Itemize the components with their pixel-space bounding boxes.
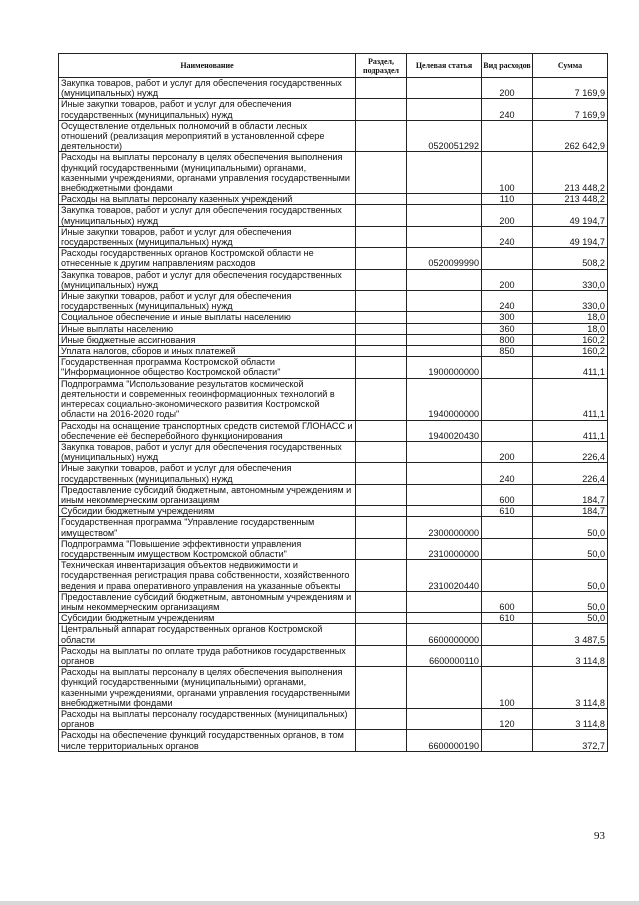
cell-expense-type: 200 bbox=[482, 441, 533, 462]
table-row bbox=[59, 205, 608, 226]
cell-name: Расходы на выплаты по оплате труда работников государственных органов bbox=[59, 645, 356, 666]
table-row bbox=[59, 624, 608, 645]
cell-sum: 213 448,2 bbox=[533, 152, 608, 194]
cell-article: 2310000000 bbox=[407, 538, 482, 559]
cell-name: Подпрограмма "Использование результатов космической деятельности и современных геоинформационных технологий в интересах социально-экономического развития Костромской области на 2016-2020 годы" bbox=[59, 378, 356, 420]
cell-section bbox=[356, 506, 407, 517]
cell-section bbox=[356, 312, 407, 323]
cell-sum: 3 114,8 bbox=[533, 645, 608, 666]
cell-sum: 508,2 bbox=[533, 248, 608, 269]
cell-expense-type: 800 bbox=[482, 334, 533, 345]
cell-article bbox=[407, 312, 482, 323]
cell-name: Расходы на обеспечение функций государственных органов, в том числе территориальных органов bbox=[59, 730, 356, 751]
cell-article bbox=[407, 334, 482, 345]
cell-article bbox=[407, 78, 482, 99]
cell-article bbox=[407, 441, 482, 462]
cell-name: Закупка товаров, работ и услуг для обеспечения государственных (муниципальных) нужд bbox=[59, 269, 356, 290]
cell-name: Социальное обеспечение и иные выплаты населению bbox=[59, 312, 356, 323]
cell-article bbox=[407, 463, 482, 484]
table-row bbox=[59, 120, 608, 152]
cell-expense-type: 610 bbox=[482, 613, 533, 624]
cell-section bbox=[356, 194, 407, 205]
cell-name: Расходы на выплаты персоналу в целях обеспечения выполнения функций государственными (муниципальными) органами, казенными учреждениями, органами управления государственными внебюджетными фондами bbox=[59, 667, 356, 709]
cell-sum: 160,2 bbox=[533, 346, 608, 357]
table-row bbox=[59, 538, 608, 559]
cell-expense-type bbox=[482, 560, 533, 592]
table-row bbox=[59, 194, 608, 205]
cell-section bbox=[356, 517, 407, 538]
cell-expense-type bbox=[482, 730, 533, 751]
cell-expense-type: 200 bbox=[482, 78, 533, 99]
cell-article bbox=[407, 506, 482, 517]
cell-name: Иные бюджетные ассигнования bbox=[59, 334, 356, 345]
table-row bbox=[59, 645, 608, 666]
cell-expense-type: 120 bbox=[482, 708, 533, 729]
cell-section bbox=[356, 667, 407, 709]
cell-sum: 7 169,9 bbox=[533, 78, 608, 99]
cell-expense-type bbox=[482, 645, 533, 666]
cell-sum: 184,7 bbox=[533, 506, 608, 517]
cell-article bbox=[407, 291, 482, 312]
cell-article: 6600000190 bbox=[407, 730, 482, 751]
cell-name: Техническая инвентаризация объектов недвижимости и государственная регистрация права собственности, хозяйственного ведения и права оперативного управления на указанные объекты bbox=[59, 560, 356, 592]
cell-article bbox=[407, 591, 482, 612]
cell-article: 6600000000 bbox=[407, 624, 482, 645]
cell-expense-type: 100 bbox=[482, 667, 533, 709]
cell-section bbox=[356, 226, 407, 247]
cell-sum: 7 169,9 bbox=[533, 99, 608, 120]
cell-name: Уплата налогов, сборов и иных платежей bbox=[59, 346, 356, 357]
cell-expense-type: 100 bbox=[482, 152, 533, 194]
cell-expense-type: 300 bbox=[482, 312, 533, 323]
cell-sum: 262 642,9 bbox=[533, 120, 608, 152]
cell-expense-type: 850 bbox=[482, 346, 533, 357]
cell-name: Иные закупки товаров, работ и услуг для обеспечения государственных (муниципальных) нужд bbox=[59, 463, 356, 484]
header-article: Целевая статья bbox=[407, 54, 482, 78]
cell-expense-type bbox=[482, 248, 533, 269]
table-row bbox=[59, 730, 608, 751]
cell-article: 1940020430 bbox=[407, 420, 482, 441]
cell-name: Иные выплаты населению bbox=[59, 323, 356, 334]
cell-sum: 50,0 bbox=[533, 613, 608, 624]
cell-name: Осуществление отдельных полномочий в области лесных отношений (реализация мероприятий в установленной сфере деятельности) bbox=[59, 120, 356, 152]
cell-section bbox=[356, 708, 407, 729]
cell-section bbox=[356, 730, 407, 751]
table-row bbox=[59, 226, 608, 247]
cell-sum: 160,2 bbox=[533, 334, 608, 345]
cell-article bbox=[407, 484, 482, 505]
cell-name: Иные закупки товаров, работ и услуг для обеспечения государственных (муниципальных) нужд bbox=[59, 226, 356, 247]
cell-section bbox=[356, 378, 407, 420]
cell-section bbox=[356, 357, 407, 378]
cell-expense-type: 240 bbox=[482, 463, 533, 484]
cell-section bbox=[356, 463, 407, 484]
cell-sum: 411,1 bbox=[533, 378, 608, 420]
cell-expense-type: 200 bbox=[482, 205, 533, 226]
cell-name: Субсидии бюджетным учреждениям bbox=[59, 613, 356, 624]
table-row bbox=[59, 708, 608, 729]
cell-sum: 184,7 bbox=[533, 484, 608, 505]
cell-section bbox=[356, 484, 407, 505]
cell-sum: 50,0 bbox=[533, 560, 608, 592]
cell-sum: 49 194,7 bbox=[533, 205, 608, 226]
cell-section bbox=[356, 624, 407, 645]
cell-section bbox=[356, 205, 407, 226]
cell-expense-type: 610 bbox=[482, 506, 533, 517]
cell-sum: 330,0 bbox=[533, 291, 608, 312]
table-body bbox=[59, 78, 608, 752]
table-row bbox=[59, 78, 608, 99]
cell-expense-type: 600 bbox=[482, 591, 533, 612]
cell-section bbox=[356, 78, 407, 99]
cell-section bbox=[356, 269, 407, 290]
cell-article: 6600000110 bbox=[407, 645, 482, 666]
cell-sum: 18,0 bbox=[533, 323, 608, 334]
cell-name: Предоставление субсидий бюджетным, автономным учреждениям и иным некоммерческим организациям bbox=[59, 591, 356, 612]
cell-name: Расходы на выплаты персоналу в целях обеспечения выполнения функций государственными (муниципальными) органами, казенными учреждениями, органами управления государственными внебюджетными фондами bbox=[59, 152, 356, 194]
cell-section bbox=[356, 120, 407, 152]
cell-expense-type bbox=[482, 378, 533, 420]
cell-article: 0520099990 bbox=[407, 248, 482, 269]
cell-name: Предоставление субсидий бюджетным, автономным учреждениям и иным некоммерческим организациям bbox=[59, 484, 356, 505]
cell-article: 2310020440 bbox=[407, 560, 482, 592]
cell-sum: 3 487,5 bbox=[533, 624, 608, 645]
cell-sum: 50,0 bbox=[533, 538, 608, 559]
cell-sum: 49 194,7 bbox=[533, 226, 608, 247]
cell-expense-type: 110 bbox=[482, 194, 533, 205]
cell-article bbox=[407, 613, 482, 624]
cell-section bbox=[356, 591, 407, 612]
table-row bbox=[59, 420, 608, 441]
cell-sum: 3 114,8 bbox=[533, 667, 608, 709]
table-row bbox=[59, 269, 608, 290]
cell-section bbox=[356, 291, 407, 312]
cell-expense-type bbox=[482, 120, 533, 152]
cell-article: 0520051292 bbox=[407, 120, 482, 152]
cell-section bbox=[356, 613, 407, 624]
cell-sum: 50,0 bbox=[533, 591, 608, 612]
cell-section bbox=[356, 346, 407, 357]
header-expense-type: Вид расходов bbox=[482, 54, 533, 78]
cell-sum: 226,4 bbox=[533, 441, 608, 462]
cell-article bbox=[407, 226, 482, 247]
cell-section bbox=[356, 420, 407, 441]
cell-name: Государственная программа "Управление государственным имуществом" bbox=[59, 517, 356, 538]
table-row bbox=[59, 591, 608, 612]
cell-article bbox=[407, 708, 482, 729]
cell-article bbox=[407, 194, 482, 205]
header-name: Наименование bbox=[59, 54, 356, 78]
header-section: Раздел, подраздел bbox=[356, 54, 407, 78]
cell-article: 1900000000 bbox=[407, 357, 482, 378]
cell-expense-type: 240 bbox=[482, 291, 533, 312]
cell-sum: 18,0 bbox=[533, 312, 608, 323]
cell-section bbox=[356, 99, 407, 120]
cell-name: Закупка товаров, работ и услуг для обеспечения государственных (муниципальных) нужд bbox=[59, 78, 356, 99]
cell-section bbox=[356, 152, 407, 194]
cell-name: Расходы государственных органов Костромской области не отнесенные к другим направлениям расходов bbox=[59, 248, 356, 269]
cell-article: 2300000000 bbox=[407, 517, 482, 538]
cell-expense-type bbox=[482, 624, 533, 645]
table-row bbox=[59, 441, 608, 462]
table-row bbox=[59, 99, 608, 120]
cell-name: Закупка товаров, работ и услуг для обеспечения государственных (муниципальных) нужд bbox=[59, 441, 356, 462]
cell-article bbox=[407, 269, 482, 290]
cell-sum: 3 114,8 bbox=[533, 708, 608, 729]
table-row bbox=[59, 248, 608, 269]
table-row bbox=[59, 667, 608, 709]
cell-sum: 50,0 bbox=[533, 517, 608, 538]
cell-expense-type bbox=[482, 357, 533, 378]
cell-section bbox=[356, 323, 407, 334]
table-row bbox=[59, 357, 608, 378]
cell-article bbox=[407, 323, 482, 334]
cell-section bbox=[356, 441, 407, 462]
header-sum: Сумма bbox=[533, 54, 608, 78]
table-row bbox=[59, 517, 608, 538]
cell-expense-type: 200 bbox=[482, 269, 533, 290]
cell-name: Центральный аппарат государственных органов Костромской области bbox=[59, 624, 356, 645]
cell-expense-type bbox=[482, 538, 533, 559]
cell-article bbox=[407, 205, 482, 226]
cell-name: Иные закупки товаров, работ и услуг для обеспечения государственных (муниципальных) нужд bbox=[59, 291, 356, 312]
page-number: 93 bbox=[594, 830, 605, 842]
table-header-row bbox=[59, 54, 608, 78]
table-row bbox=[59, 291, 608, 312]
cell-sum: 226,4 bbox=[533, 463, 608, 484]
table-row bbox=[59, 334, 608, 345]
table-row bbox=[59, 323, 608, 334]
cell-name: Субсидии бюджетным учреждениям bbox=[59, 506, 356, 517]
table-row bbox=[59, 613, 608, 624]
table-row bbox=[59, 152, 608, 194]
cell-expense-type bbox=[482, 420, 533, 441]
cell-article: 1940000000 bbox=[407, 378, 482, 420]
cell-sum: 411,1 bbox=[533, 420, 608, 441]
cell-name: Государственная программа Костромской области "Информационное общество Костромской области" bbox=[59, 357, 356, 378]
cell-name: Расходы на оснащение транспортных средств системой ГЛОНАСС и обеспечение её бесперебойного функционирования bbox=[59, 420, 356, 441]
cell-name: Закупка товаров, работ и услуг для обеспечения государственных (муниципальных) нужд bbox=[59, 205, 356, 226]
table-row bbox=[59, 378, 608, 420]
table-row bbox=[59, 312, 608, 323]
cell-sum: 411,1 bbox=[533, 357, 608, 378]
cell-section bbox=[356, 538, 407, 559]
cell-expense-type: 240 bbox=[482, 226, 533, 247]
cell-name: Расходы на выплаты персоналу казенных учреждений bbox=[59, 194, 356, 205]
cell-article bbox=[407, 667, 482, 709]
cell-expense-type bbox=[482, 517, 533, 538]
cell-section bbox=[356, 560, 407, 592]
cell-expense-type: 240 bbox=[482, 99, 533, 120]
cell-article bbox=[407, 99, 482, 120]
cell-name: Подпрограмма "Повышение эффективности управления государственным имуществом Костромской области" bbox=[59, 538, 356, 559]
cell-article bbox=[407, 346, 482, 357]
cell-expense-type: 600 bbox=[482, 484, 533, 505]
cell-name: Иные закупки товаров, работ и услуг для обеспечения государственных (муниципальных) нужд bbox=[59, 99, 356, 120]
cell-section bbox=[356, 645, 407, 666]
cell-sum: 372,7 bbox=[533, 730, 608, 751]
table-row bbox=[59, 484, 608, 505]
cell-expense-type: 360 bbox=[482, 323, 533, 334]
cell-article bbox=[407, 152, 482, 194]
cell-section bbox=[356, 334, 407, 345]
table-row bbox=[59, 506, 608, 517]
cell-sum: 330,0 bbox=[533, 269, 608, 290]
cell-section bbox=[356, 248, 407, 269]
table-row bbox=[59, 463, 608, 484]
budget-table bbox=[58, 53, 608, 752]
cell-name: Расходы на выплаты персоналу государственных (муниципальных) органов bbox=[59, 708, 356, 729]
cell-sum: 213 448,2 bbox=[533, 194, 608, 205]
scan-bottom-edge bbox=[0, 901, 639, 905]
table-row bbox=[59, 346, 608, 357]
table-row bbox=[59, 560, 608, 592]
